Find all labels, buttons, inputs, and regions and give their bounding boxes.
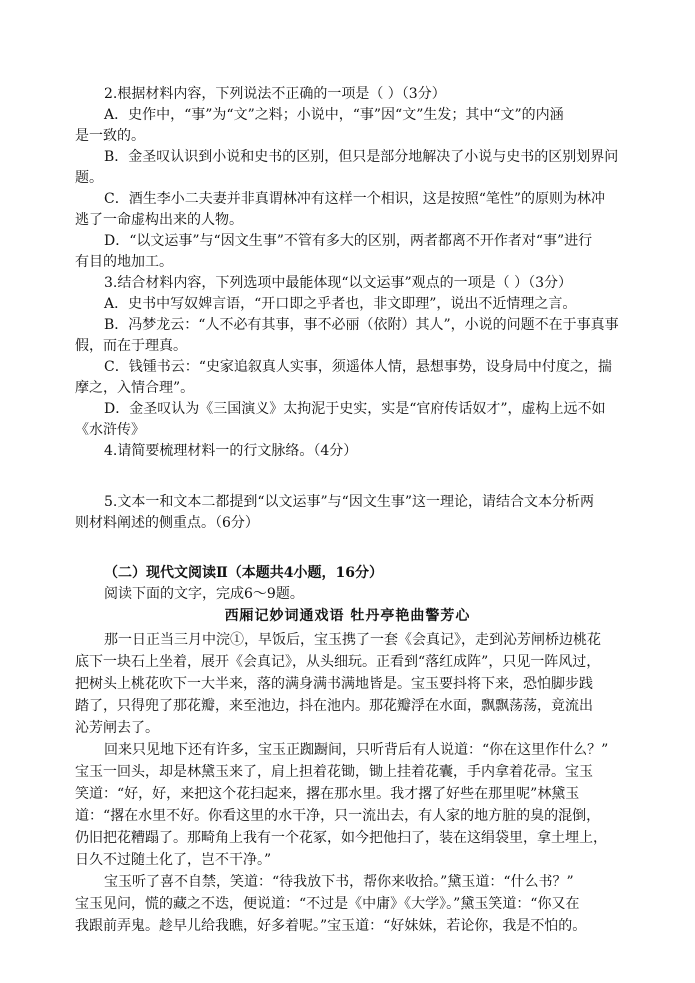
passage-line: 日久不过随土化了，岂不干净。” [75, 852, 272, 868]
q3-option-b: B．冯梦龙云：“人不必有其事，事不必丽（依附）其人”，小说的问题不在于事真事 [104, 317, 619, 333]
passage-line: 把树头上桃花吹下一大半来，落的满身满书满地皆是。宝玉要抖将下来，恐怕脚步践 [75, 676, 593, 692]
q3-option-a: A．史书中写奴婢言语，“开口即之乎者也，非文即理”，说出不近情理之言。 [104, 296, 577, 312]
q2-option-a-cont: 是一致的。 [75, 128, 145, 144]
q3-option-c-cont: 摩之，入情合理”。 [75, 380, 195, 396]
passage-line: 踏了，只得兜了那花瓣，来至池边，抖在池内。那花瓣浮在水面，飘飘荡荡，竟流出 [75, 698, 593, 714]
passage-line: 回来只见地下还有许多，宝玉正踟蹰间，只听背后有人说道：“你在这里作什么？” [104, 742, 609, 758]
passage-line: 宝玉一回头，却是林黛玉来了，肩上担着花锄，锄上挂着花囊，手内拿着花帚。宝玉 [75, 764, 593, 780]
passage-line: 宝玉见问，慌的藏之不迭，便说道：“不过是《中庸》《大学》。”黛玉笑道：“你又在 [75, 896, 580, 912]
passage-line: 那一日正当三月中浣①，早饭后，宝玉携了一套《会真记》，走到沁芳闸桥边桃花 [104, 632, 601, 648]
q3-option-b-cont: 假，而在于理真。 [75, 338, 187, 354]
passage-line: 仍旧把花糟蹋了。那畸角上我有一个花冢，如今把他扫了，装在这绢袋里，拿土埋上， [75, 830, 607, 846]
q2-option-d: D．“以文运事”与“因文生事”不管有多大的区别，两者都离不开作者对“事”进行 [104, 233, 593, 249]
q2-option-c-cont: 逃了一命虚构出来的人物。 [75, 212, 243, 228]
passage-line: 我跟前弄鬼。趁早儿给我瞧，好多着呢。”宝玉道：“好妹妹，若论你，我是不怕的。 [75, 918, 587, 934]
passage-title: 西厢记妙词通戏语 牡丹亭艳曲警芳心 [224, 608, 471, 624]
q2-option-b: B．金圣叹认识到小说和史书的区别，但只是部分地解决了小说与史书的区别划界问 [104, 149, 619, 165]
passage-line: 底下一块石上坐着，展开《会真记》，从头细玩。正看到“落红成阵”，只见一阵风过， [75, 654, 601, 670]
q2-stem: 2.根据材料内容，下列说法不正确的一项是（ ）（3分） [104, 86, 446, 102]
q3-option-d-cont: 《水浒传》 [75, 422, 145, 438]
q2-option-d-cont: 有目的地加工。 [75, 254, 173, 270]
q3-stem: 3.结合材料内容，下列选项中最能体现“以文运事”观点的一项是（ ）（3分） [104, 275, 573, 291]
q5-stem-cont: 则材料阐述的侧重点。（6分） [75, 515, 259, 531]
q2-option-b-cont: 题。 [75, 170, 103, 186]
section-instruction: 阅读下面的文字，完成6～9题。 [104, 586, 304, 602]
q2-option-c: C．酒生李小二夫妻并非真谓林冲有这样一个相识，这是按照“笔性”的原则为林冲 [104, 191, 606, 207]
passage-line: 笑道：“好，好，来把这个花扫起来，撂在那水里。我才撂了好些在那里呢”林黛玉 [75, 786, 580, 802]
passage-line: 沁芳闸去了。 [75, 720, 159, 736]
q2-option-a: A．史作中，“事”为“文”之料；小说中，“事”因“文”生发；其中“文”的内涵 [104, 107, 564, 123]
q5-stem: 5.文本一和文本二都提到“以文运事”与“因文生事”这一理论，请结合文本分析两 [104, 494, 594, 510]
q3-option-c: C．钱锺书云：“史家追叙真人实事，须遥体人情，悬想事势，设身局中付度之，揣 [104, 359, 612, 375]
section-heading: （二）现代文阅读Ⅱ（本题共4小题，16分） [104, 565, 384, 581]
q3-option-d: D．金圣叹认为《三国演义》太拘泥于史实，实是“官府传话奴才”，虚构上远不如 [104, 401, 606, 417]
passage-line: 宝玉听了喜不自禁，笑道：“待我放下书，帮你来收拾。”黛玉道：“什么书？” [104, 874, 574, 890]
passage-line: 道：“撂在水里不好。你看这里的水干净，只一流出去，有人家的地方脏的臭的混倒， [75, 808, 601, 824]
q4-stem: 4.请简要梳理材料一的行文脉络。（4分） [104, 443, 358, 459]
